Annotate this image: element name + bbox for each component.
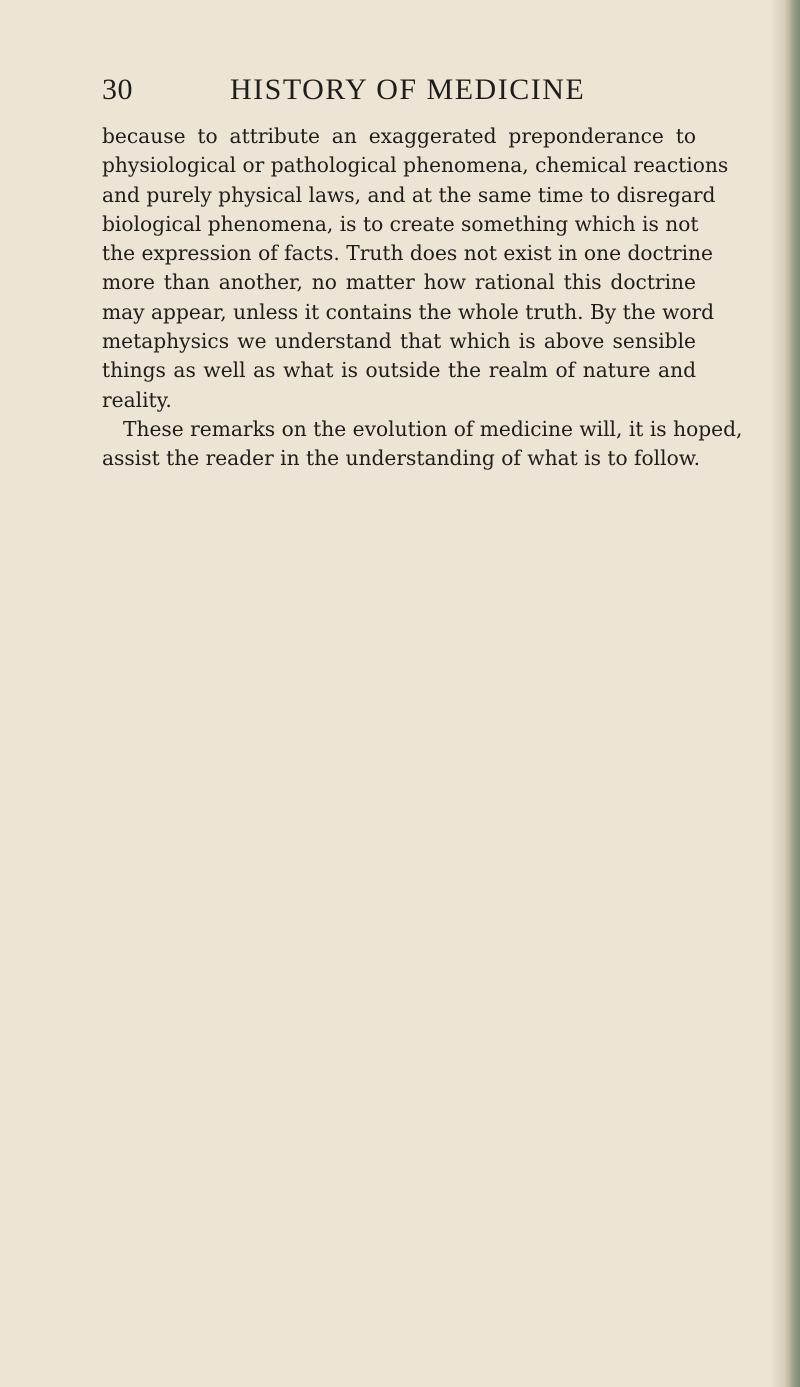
text-line: more than another, no matter how rational this doctrine (102, 270, 696, 295)
running-head (102, 70, 702, 110)
text-line: may appear, unless it contains the whole truth. By the word (102, 299, 715, 324)
text-line: biological phenomena, is to create something which is not (102, 211, 699, 236)
paragraph-2 (102, 415, 743, 474)
text-line: because to attribute an exaggerated preponderance to (102, 124, 696, 148)
text-line: assist the reader in the understanding of what is to follow. (102, 446, 701, 471)
page-number: 30 (102, 73, 133, 106)
page-title: HISTORY OF MEDICINE (230, 73, 586, 106)
text-line: things as well as what is outside the realm of nature and (102, 358, 696, 383)
paragraph-1 (102, 122, 729, 415)
body-text (102, 122, 743, 474)
text-line: reality. (102, 387, 172, 412)
text-line: and purely physical laws, and at the same time to disregard (102, 182, 716, 207)
page-edge-shadow (770, 0, 784, 1387)
text-line: physiological or pathological phenomena, chemical reactions (102, 153, 729, 178)
text-line: the expression of facts. Truth does not exist in one doctrine (102, 241, 713, 266)
page-edge (784, 0, 800, 1387)
text-line: metaphysics we understand that which is above sensible (102, 329, 696, 354)
text-line: These remarks on the evolution of medicine will, it is hoped, (123, 416, 743, 441)
